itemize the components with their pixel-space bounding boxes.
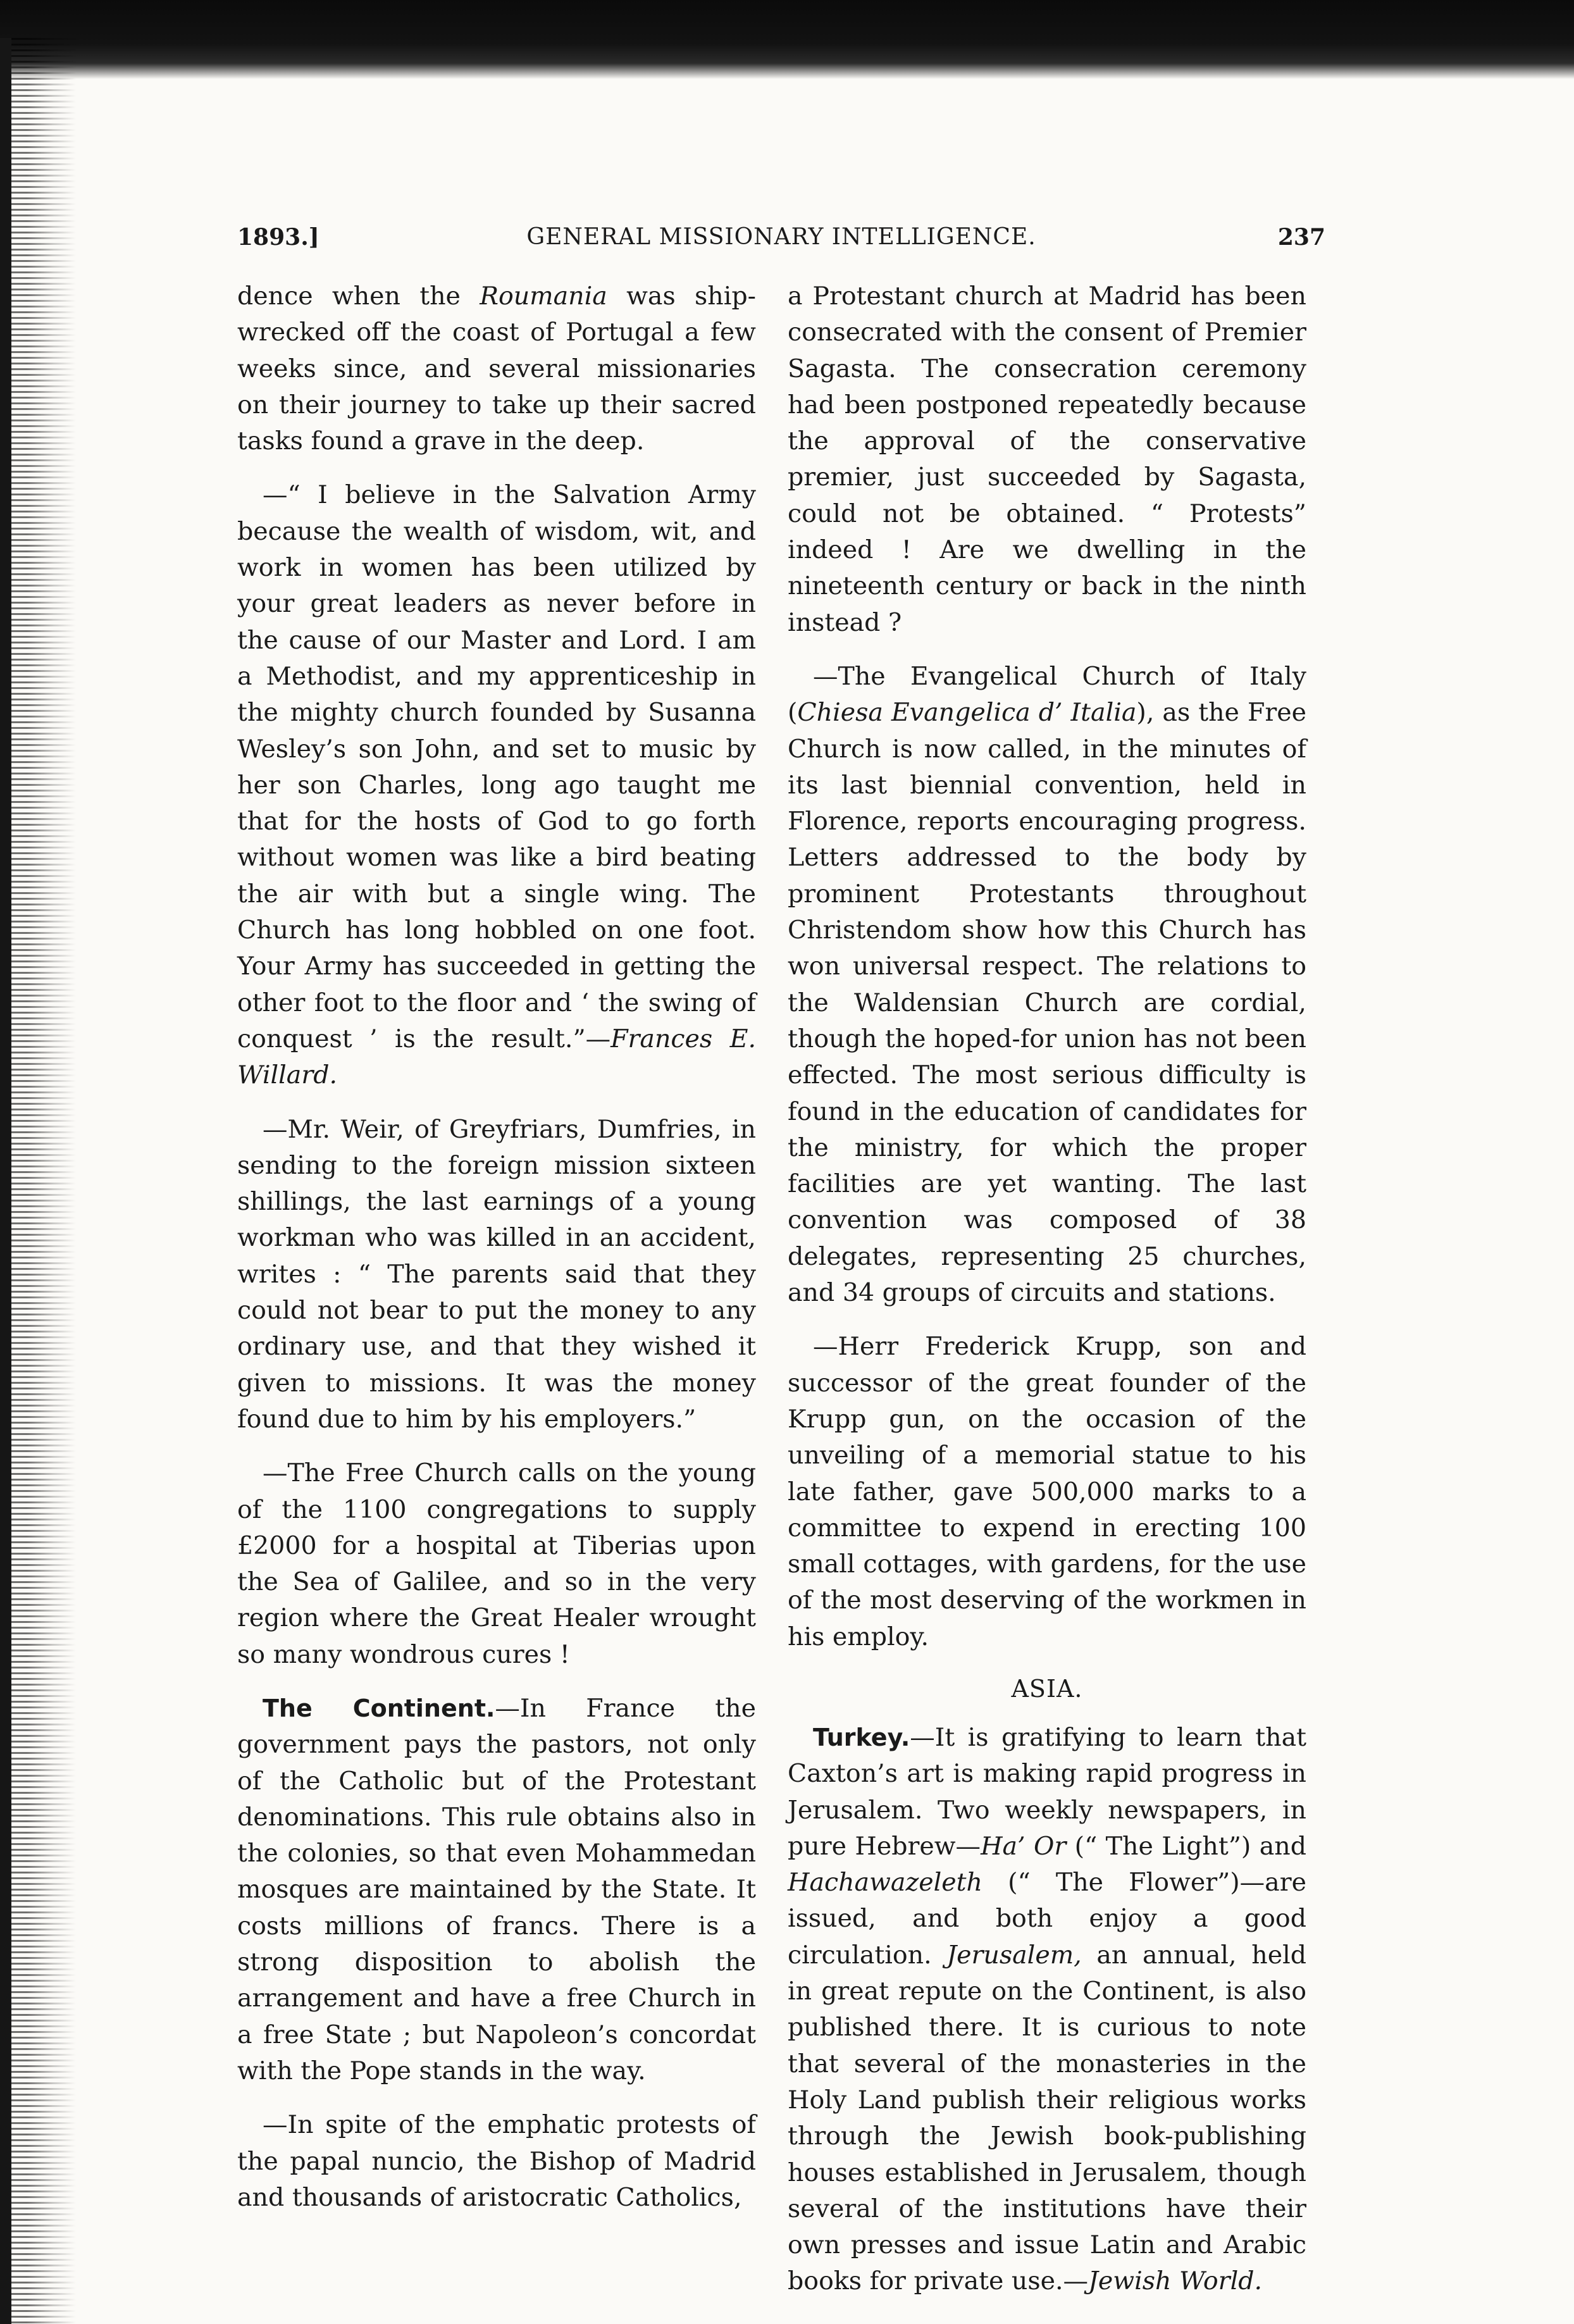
paragraph-text: (“ The Flower”)—are issued, and both enjoy a good circulation.	[788, 1868, 1306, 1970]
header-title: GENERAL MISSIONARY INTELLIGENCE.	[526, 224, 1036, 250]
scan-binding-edge	[0, 38, 76, 2324]
paragraph-text: —In France the government pays the pastors, not only of the Catholic but of the Protestant denominations. This rule obtains also in the colonies, so that even Mohammedan mosques are maintained by the State. It costs millions of francs. There is a strong disposition to abolish the arrangement and have a free Church in a free State ; but Napoleon’s concordat with the Pope stands in the way.	[237, 1693, 756, 2085]
paragraph-text: ), as the Free Church is now called, in the minutes of its last biennial convention, held in Florence, reports encouraging progress. Letters addressed to the body by prominent Protestants throughout Christendom show how this Church has won universal respect. The relations to the Waldensian Church are cordial, though the hoped-for union has not been effected. The most serious difficulty is found in the education of candidates for the ministry, for which the proper facilities are yet wanting. The last convention was composed of 38 delegates, representing 25 churches, and 34 groups of circuits and stations.	[788, 698, 1306, 1308]
left-column	[237, 278, 756, 2216]
paragraph-madrid-continued: a Protestant church at Madrid has been consecrated with the consent of Premier Sagasta. The consecration ceremony had been postponed repeatedly because the approval of the conservative premier, just succeeded by Sagasta, could not be obtained. “ Protests” indeed ! Are we dwelling in the nineteenth century or back in the ninth instead ?	[788, 282, 1306, 637]
section-heading-turkey: Turkey.	[813, 1723, 910, 1751]
newspaper-name: Hachawazeleth	[788, 1868, 982, 1898]
source-attribution: Jewish World.	[1088, 2266, 1263, 2296]
paragraph-continent	[237, 1691, 756, 2089]
paragraph-text: an annual, held in great repute on the Continent, is also published there. It is curious to note that several of the monasteries in the Holy Land publish their religious works through the Jewish book-publishing houses established in Jerusalem, though several of the institutions have their own presses and issue Latin and Arabic books for private use.—	[788, 1940, 1306, 2296]
ship-name: Roumania	[480, 282, 607, 311]
italian-church-name: Chiesa Evangelica d’ Italia	[797, 698, 1137, 728]
paragraph-free-church: —The Free Church calls on the young of the 1100 congregations to supply £2000 for a hospital at Tiberias upon the Sea of Galilee, and so in the very region where the Great Healer wrought so many wondrous cures !	[237, 1458, 756, 1669]
paragraph-madrid: —In spite of the emphatic protests of the papal nuncio, the Bishop of Madrid and thousands of aristocratic Catholics,	[237, 2110, 756, 2212]
paragraph-evangelical-church	[788, 659, 1306, 1311]
paragraph-text: —It is gratifying to learn that Caxton’s art is making rapid progress in Jerusalem. Two weekly newspapers, in pure Hebrew—	[788, 1722, 1306, 1861]
running-head	[237, 218, 1325, 256]
annual-name: Jerusalem,	[946, 1940, 1082, 1970]
scan-dark-border-top	[0, 0, 1574, 79]
paragraph-weir: —Mr. Weir, of Greyfriars, Dumfries, in sending to the foreign mission sixteen shillings, the last earnings of a young workman who was killed in an accident, writes : “ The parents said that they could not bear to put the money to any ordinary use, and that they wished it given to missions. It was the money found due to him by his employers.”	[237, 1114, 756, 1434]
section-heading-asia: ASIA.	[1011, 1674, 1083, 1703]
paragraph-roumania	[237, 278, 756, 459]
paragraph-salvation-army	[237, 477, 756, 1093]
section-heading-continent: The Continent.	[263, 1694, 495, 1722]
quote-attribution: Frances E. Willard.	[237, 1024, 756, 1090]
scan-dark-border-left	[0, 38, 11, 2324]
paragraph-text: —“ I believe in the Salvation Army because the wealth of wisdom, wit, and work in women has been utilized by your great leaders as never before in the cause of our Master and Lord. I am a Methodist, and my apprenticeship in the mighty church founded by Susanna Wesley’s son John, and set to music by her son Charles, long ago taught me that for the hosts of God to go forth without women was like a bird beating the air with but a single wing. The Church has long hobbled on one foot. Your Army has succeeded in getting the other foot to the floor and ‘ the swing of conquest ’ is the result.”—	[237, 480, 756, 1053]
header-year: 1893.]	[237, 224, 319, 251]
right-column	[788, 278, 1306, 2300]
paragraph-text: dence when the	[237, 282, 480, 311]
paragraph-krupp: —Herr Frederick Krupp, son and successor of the great founder of the Krupp gun, on the occasion of the unveiling of a memorial statue to his late father, gave 500,000 marks to a committee to expend in erecting 100 small cottages, with gardens, for the use of the most deserving of the workmen in his employ.	[788, 1332, 1306, 1651]
paragraph-text: —The Evangelical Church of Italy (	[788, 661, 1306, 728]
page-number: 237	[1277, 224, 1325, 251]
paragraph-text: was ship-wrecked off the coast of Portugal a few weeks since, and several missionaries on their journey to take up their sacred tasks found a grave in the deep.	[237, 282, 756, 456]
paragraph-turkey	[788, 1720, 1306, 2300]
newspaper-name: Ha’ Or	[981, 1831, 1067, 1861]
paragraph-text: (“ The Light”) and	[1066, 1831, 1306, 1861]
